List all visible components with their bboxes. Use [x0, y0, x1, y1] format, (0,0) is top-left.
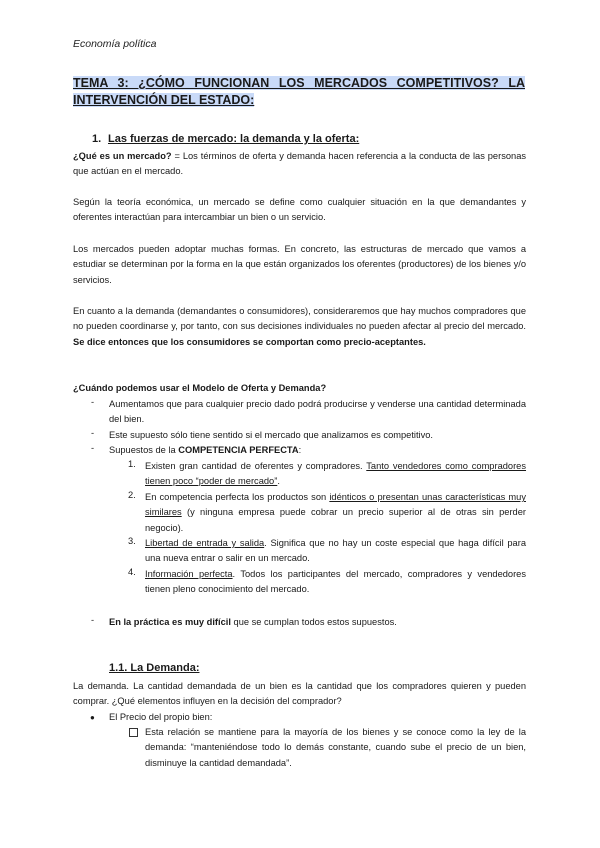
- ordered-item: [145, 536, 526, 567]
- list-item: [109, 443, 526, 458]
- item-underlined: Libertad de entrada y salida: [145, 538, 265, 548]
- page-header: Economía política: [73, 38, 157, 50]
- bullet-item: El Precio del propio bien:: [109, 712, 213, 722]
- practice-text: que se cumplan todos estos supuestos.: [230, 617, 397, 627]
- ordered-number: 4.: [128, 567, 136, 577]
- market-answer: = Los términos de oferta y demanda hacen referencia a la conducta de las personas que actúan en el mercado.: [73, 151, 527, 177]
- item-underlined: idénticos o presentan unas características muy similares: [145, 492, 526, 518]
- practice-label: En la práctica es muy difícil: [109, 617, 231, 627]
- list-item: Aumentamos que para cualquier precio dado podrá producirse y venderse una cantidad determinada del bien.: [109, 399, 526, 425]
- title-text: TEMA 3: ¿CÓMO FUNCIONAN LOS MERCADOS COMPETITIVOS? LA INTERVENCIÓN DEL ESTADO:: [73, 76, 525, 107]
- document-title: [73, 75, 525, 109]
- item-text: .: [277, 476, 280, 487]
- section-number: 1.: [92, 133, 102, 145]
- perfect-competition-label: COMPETENCIA PERFECTA: [178, 445, 299, 455]
- item-text: . Significa que no hay un coste especial que haga difícil para una nueva entrar o salir en un mercado.: [145, 538, 526, 564]
- checkbox-item: Esta relación se mantiene para la mayoría de los bienes y se conoce como la ley de la demanda: “manteniéndose todo lo demás constante, cuando sube el precio de un bien, disminuye la cantidad demandada”.: [145, 727, 526, 768]
- bullet-marker: ●: [90, 713, 95, 722]
- colon: :: [298, 445, 302, 455]
- demand-text: En cuanto a la demanda (demandantes o consumidores), consideraremos que hay muchos compradores que no pueden coordinarse y, por tanto, con sus decisiones individuales no pueden afectar al precio del mercado.: [73, 306, 526, 332]
- paragraph-market-forms: Los mercados pueden adoptar muchas formas. En concreto, las estructuras de mercado que vamos a estudiar se determinan por la forma en la que están organizados los oferentes (productores) de los bienes y/o servicios.: [73, 244, 526, 285]
- assumptions-label: Supuestos de la: [109, 445, 179, 455]
- price-takers-text: Se dice entonces que los consumidores se comportan como precio-aceptantes.: [73, 336, 426, 347]
- subsection-heading: 1.1. La Demanda:: [109, 662, 200, 674]
- dash-marker: -: [91, 615, 95, 625]
- item-text: (y ninguna empresa puede cobrar un precio superior al de otras sin perder negocio).: [145, 507, 526, 533]
- section-title: Las fuerzas de mercado: la demanda y la oferta:: [108, 133, 360, 145]
- ordered-number: 2.: [128, 490, 136, 500]
- item-text: Existen gran cantidad de oferentes y compradores.: [145, 461, 367, 471]
- ordered-item: [145, 490, 526, 536]
- item-underlined: Información perfecta: [145, 569, 233, 579]
- ordered-item: [145, 459, 526, 490]
- ordered-number: 3.: [128, 536, 136, 546]
- ordered-item: [145, 567, 526, 598]
- item-text: En competencia perfecta los productos son: [145, 492, 330, 502]
- ordered-number: 1.: [128, 459, 136, 469]
- dash-marker: -: [91, 397, 95, 407]
- section-heading: [92, 133, 359, 145]
- paragraph-what-is-market: [73, 149, 526, 180]
- paragraph-demand-definition: La demanda. La cantidad demandada de un bien es la cantidad que los compradores quieren y pueden comprar. ¿Qué elementos influyen en la decisión del comprador?: [73, 681, 526, 707]
- list-item: Este supuesto sólo tiene sentido si el mercado que analizamos es competitivo.: [109, 430, 434, 440]
- model-question: ¿Cuándo podemos usar el Modelo de Oferta y Demanda?: [73, 383, 327, 393]
- dash-marker: -: [91, 443, 95, 453]
- item-text: . Todos los participantes del mercado, compradores y vendedores tienen pleno conocimiento del mercado.: [145, 569, 527, 595]
- dash-marker: -: [91, 428, 95, 438]
- paragraph-demand: [73, 304, 526, 350]
- list-item: [109, 615, 526, 630]
- item-underlined: Tanto vendedores como compradores tienen poco “poder de mercado”: [145, 461, 527, 487]
- market-question: ¿Qué es un mercado?: [73, 151, 172, 161]
- checkbox-square-icon: [129, 728, 138, 737]
- paragraph-market-definition: Según la teoría económica, un mercado se define como cualquier situación en la que demandantes y oferentes interactúan para intercambiar un bien o un servicio.: [73, 197, 526, 223]
